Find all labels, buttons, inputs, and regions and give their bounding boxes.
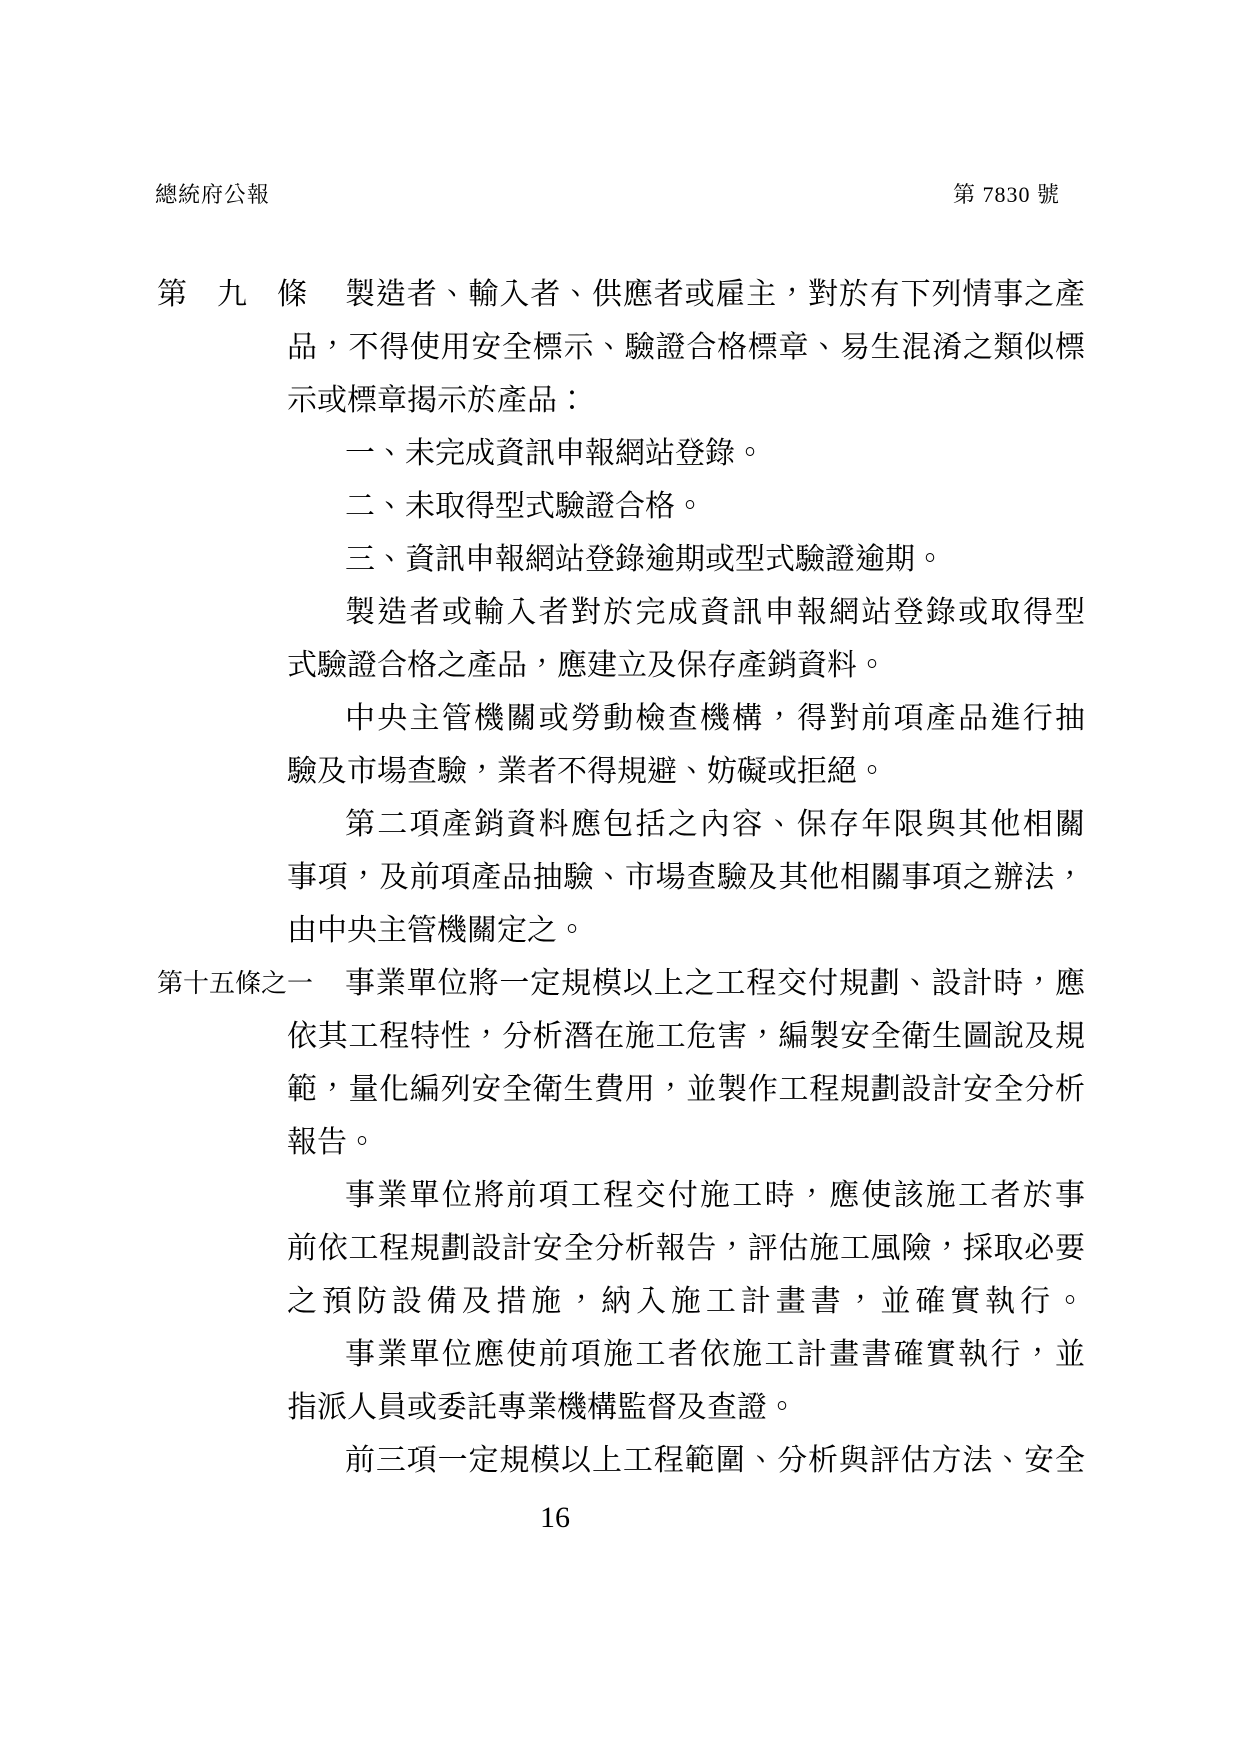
page-footer	[0, 1498, 1110, 1538]
page-number: 16	[540, 1501, 570, 1534]
text-line: 報告。	[287, 1126, 377, 1159]
text-line: 事項，及前項產品抽驗、市場查驗及其他相關事項之辦法，	[287, 861, 1085, 894]
text-line: 中央主管機關或勞動檢查機構，得對前項產品進行抽	[345, 702, 1085, 735]
text-line: 一、未完成資訊申報網站登錄。	[345, 437, 765, 470]
text-line: 二、未取得型式驗證合格。	[345, 490, 705, 523]
text-line: 指派人員或委託專業機構監督及查證。	[287, 1391, 797, 1424]
text-line: 前依工程規劃設計安全分析報告，評估施工風險，採取必要	[287, 1232, 1085, 1265]
text-line: 範，量化編列安全衛生費用，並製作工程規劃設計安全分析	[287, 1073, 1085, 1106]
text-line: 式驗證合格之產品，應建立及保存產銷資料。	[287, 649, 887, 682]
gazette-title: 總統府公報	[155, 182, 271, 207]
text-line: 第二項產銷資料應包括之內容、保存年限與其他相關	[345, 808, 1085, 841]
text-line: 製造者或輸入者對於完成資訊申報網站登錄或取得型	[345, 596, 1085, 629]
text-line: 之預防設備及措施，納入施工計畫書，並確實執行。	[287, 1285, 1085, 1318]
text-line: 示或標章揭示於產品：	[287, 384, 587, 417]
text-line: 依其工程特性，分析潛在施工危害，編製安全衛生圖說及規	[287, 1020, 1085, 1053]
article-number-label: 第 九 條	[157, 278, 307, 311]
text-line: 事業單位將前項工程交付施工時，應使該施工者於事	[345, 1179, 1085, 1212]
text-line: 事業單位將一定規模以上之工程交付規劃、設計時，應 第十五條之一	[345, 957, 1085, 1010]
text-line: 品，不得使用安全標示、驗證合格標章、易生混淆之類似標	[287, 331, 1085, 364]
article-number-label: 第十五條之一	[157, 969, 314, 998]
issue-number: 第 7830 號	[952, 182, 1060, 207]
text-line: 驗及市場查驗，業者不得規避、妨礙或拒絕。	[287, 755, 887, 788]
text-line: 製造者、輸入者、供應者或雇主，對於有下列情事之產 第 九 條	[345, 268, 1085, 321]
text-line: 三、資訊申報網站登錄逾期或型式驗證逾期。	[345, 543, 945, 576]
running-header	[155, 180, 1060, 210]
text-line: 事業單位應使前項施工者依施工計畫書確實執行，並	[345, 1338, 1085, 1371]
text-line: 由中央主管機關定之。	[287, 914, 587, 947]
text-line: 前三項一定規模以上工程範圍、分析與評估方法、安全	[345, 1444, 1085, 1477]
document-body	[0, 268, 1241, 1487]
